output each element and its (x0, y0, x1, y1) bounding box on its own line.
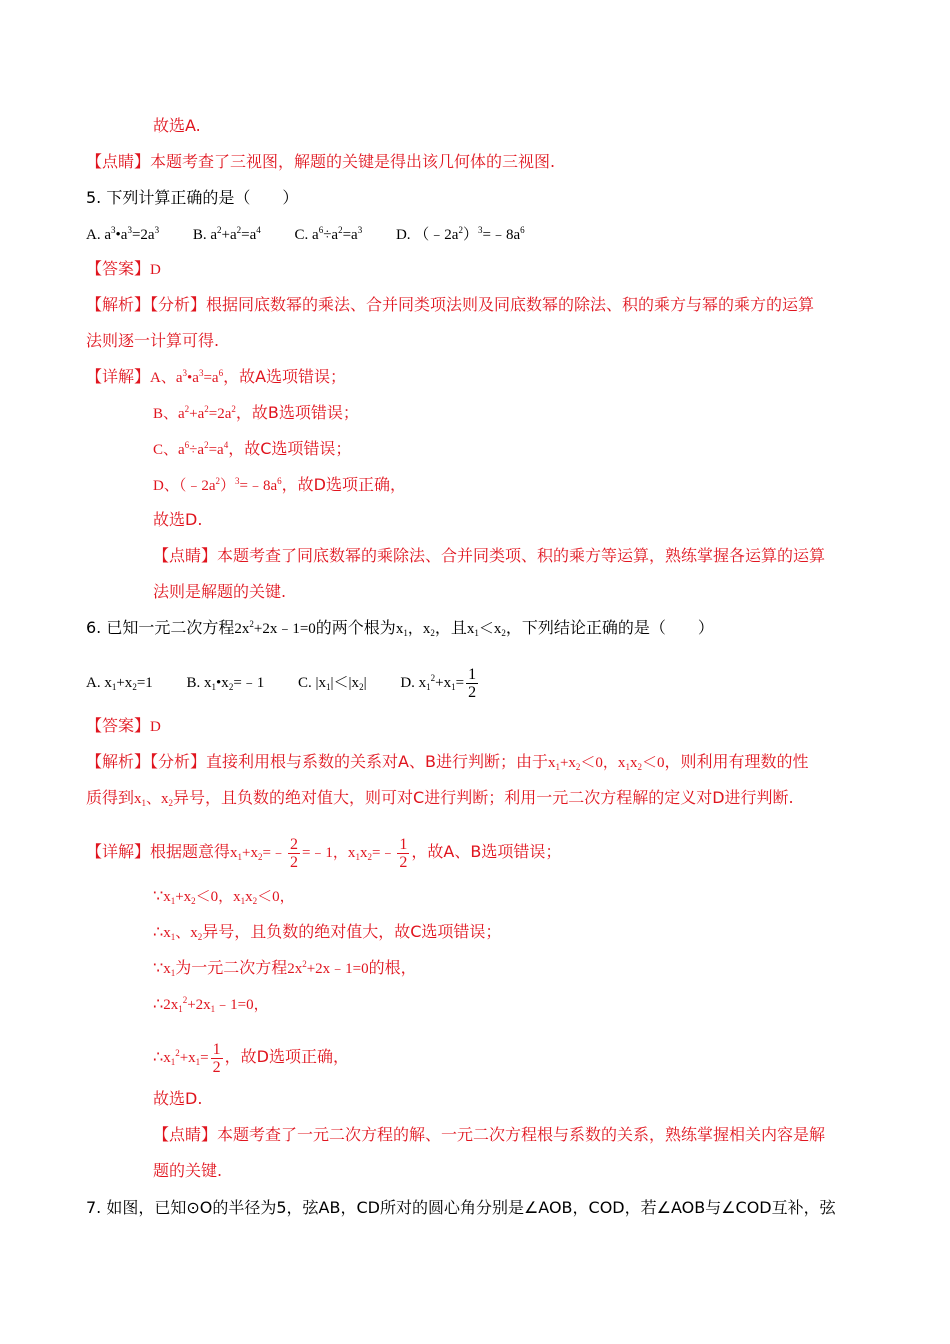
q5-analysis-line1: 【解析】【分析】根据同底数幂的乘法、合并同类项法则及同底数幂的除法、积的乘方与幂的乘方的运算 (86, 295, 815, 314)
q6-answer: 【答案】D (86, 716, 161, 735)
q4-comment-text: 本题考查了三视图，解题的关键是得出该几何体的三视图. (150, 152, 556, 171)
q6-choose: 故选D. (153, 1089, 203, 1108)
q5-detail-a: 【详解】A、$a^3•a^3=a^6$，故A选项错误； (86, 367, 347, 386)
q5-option-c: C. $a^6\div a^2=a^3$ (294, 225, 363, 243)
q5-detail-d: D、$(﹣2a^2)^3=﹣8a^6$，故D选项正确， (153, 475, 406, 494)
q5-detail-c: C、$a^6\div a^2=a^4$，故C选项错误； (153, 439, 352, 458)
q6-therefore2: $\therefore 2x_1^2+2x_1﹣1=0$， (153, 994, 269, 1014)
q7-stem-line: 7. 如图，已知⊙O的半径为5，弦AB，CD所对的圆心角分别是∠AOB，COD，若∠AOB与∠COD互补，弦 (86, 1198, 836, 1217)
q4-comment (86, 151, 555, 173)
q6-stem-line: 6. 已知一元二次方程$2x^2+2x﹣1=0$的两个根为$x_1$，$x_2$，且$x_1<x_2$，下列结论正确的是（ ） (86, 618, 714, 638)
q4-choose: 故选A. (153, 116, 201, 135)
q6-therefore3: $\therefore x_1^2+x_1=$ $\frac{1}{2}$ ，故D选项正确， (153, 1041, 349, 1076)
q5-comment-line1: 【点睛】本题考查了同底数幂的乘除法、合并同类项、积的乘方等运算，熟练掌握各运算的运算 (153, 546, 826, 565)
q5-options (86, 224, 555, 246)
q6-because2: $\because x_1$为一元二次方程$2x^2+2x﹣1=0$的根， (153, 958, 417, 978)
q6-option-c: C. $|x_1|<|x_2|$ (298, 674, 367, 692)
q6-option-b: B. $x_1•x_2=﹣1$ (186, 674, 265, 692)
q6-answer-value: D (150, 719, 161, 735)
q6-comment-line2: 题的关键. (153, 1161, 223, 1180)
q5-answer: 【答案】D (86, 259, 161, 278)
q6-option-a: A. $x_1+x_2=1$ (86, 674, 153, 692)
q6-therefore1: $\therefore x_1$、$x_2$异号，且负数的绝对值大，故C选项错误； (153, 922, 502, 942)
q6-option-d: D. $x_1^2+x_1=$ $\frac{1}{2}$ (400, 666, 477, 701)
q5-option-b: B. $a^2+a^2=a^4$ (192, 225, 261, 243)
q6-options (86, 666, 510, 701)
q5-stem-line (86, 187, 298, 209)
q5-number: 5. (86, 188, 102, 207)
q5-answer-value: D (150, 262, 161, 278)
q5-choose: 故选D. (153, 510, 203, 529)
q5-detail-b: B、$a^2+a^2=2a^2$，故B选项错误； (153, 403, 359, 422)
q6-comment-line1: 【点睛】本题考查了一元二次方程的解、一元二次方程根与系数的关系，熟练掌握相关内容是解 (153, 1125, 826, 1144)
q5-analysis-line2: 法则逐一计算可得. (86, 331, 220, 350)
q6-analysis-line1: 【解析】【分析】直接利用根与系数的关系对A、B进行判断；由于$x_1+x_2<0$，$x_1x_2<0$，则利用有理数的性 (86, 752, 809, 772)
q4-comment-tag: 【点睛】 (86, 152, 151, 171)
q6-detail-line1: 【详解】根据题意得$x_1+x_2=﹣$ $\frac{2}{2}$ =﹣1，$x_1x_2=﹣$ $\frac{1}{2}$ ，故A、B选项错误； (86, 836, 562, 871)
q5-option-a: A. $a^3•a^3=2a^3$ (86, 225, 160, 243)
q5-comment-line2: 法则是解题的关键. (153, 582, 287, 601)
q5-stem: 下列计算正确的是（ ） (106, 188, 299, 207)
q6-because1: $\because x_1+x_2<0$，$x_1x_2<0$， (153, 886, 295, 906)
q6-analysis-line2: 质得到$x_1$、$x_2$异号，且负数的绝对值大，则可对C进行判断；利用一元二次方程解的定义对D进行判断. (86, 788, 794, 808)
q5-option-d: D. $(﹣2a^2)^3=﹣8a^6$ (395, 225, 525, 243)
